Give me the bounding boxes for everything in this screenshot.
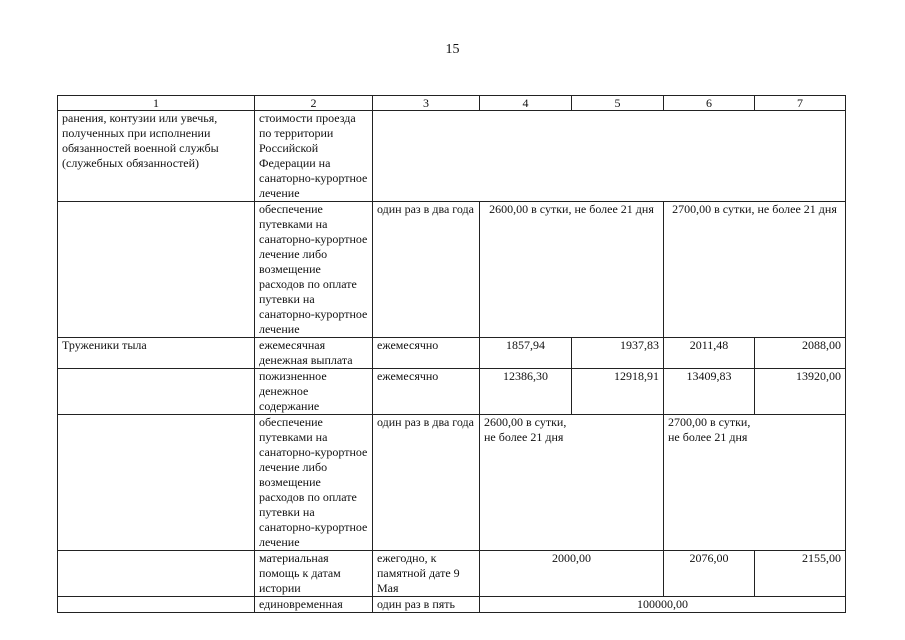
table-row [58, 111, 846, 202]
amount-cell-6: 2011,48 [664, 338, 755, 369]
amount-cell-4-7: 100000,00 [480, 597, 846, 613]
amount-cell-5: 1937,83 [572, 338, 664, 369]
frequency-cell: ежегодно, к памятной дате 9 Мая [373, 551, 480, 597]
amount-cell-4-5: 2000,00 [480, 551, 664, 597]
table-row [58, 338, 846, 369]
table-row [58, 551, 846, 597]
empty-cell [58, 415, 255, 551]
benefit-type-cell: ежемесячная денежная выплата [255, 338, 373, 369]
amount-cell-6-7: 2700,00 в сутки, не более 21 дня [664, 415, 846, 551]
amount-cell-4: 1857,94 [480, 338, 572, 369]
frequency-cell: один раз в два года [373, 202, 480, 338]
table-row [58, 202, 846, 338]
amount-cell-4: 12386,30 [480, 369, 572, 415]
header-cell-5: 5 [572, 96, 664, 111]
table-row [58, 597, 846, 613]
empty-cell [58, 551, 255, 597]
empty-cell [58, 369, 255, 415]
beneficiary-category-cell: Труженики тыла [58, 338, 255, 369]
table-header-row [58, 96, 846, 111]
amount-cell-7: 13920,00 [755, 369, 846, 415]
header-cell-2: 2 [255, 96, 373, 111]
amount-cell-7: 2088,00 [755, 338, 846, 369]
frequency-cell: один раз в два года [373, 415, 480, 551]
empty-cell [58, 202, 255, 338]
frequency-cell: один раз в пять [373, 597, 480, 613]
header-cell-7: 7 [755, 96, 846, 111]
amount-cell-6-7: 2700,00 в сутки, не более 21 дня [664, 202, 846, 338]
amount-cell-5: 12918,91 [572, 369, 664, 415]
amount-cell-6: 13409,83 [664, 369, 755, 415]
header-cell-3: 3 [373, 96, 480, 111]
frequency-cell: ежемесячно [373, 338, 480, 369]
empty-cell [58, 597, 255, 613]
benefit-type-cell: обеспечение путевками на санаторно-курортное лечение либо возмещение расходов по оплате путевки на санаторно-курортное лечение [255, 415, 373, 551]
table-row [58, 415, 846, 551]
amount-cell-7: 2155,00 [755, 551, 846, 597]
benefit-type-cell: стоимости проезда по территории Российской Федерации на санаторно-курортное лечение [255, 111, 373, 202]
benefit-type-cell: пожизненное денежное содержание [255, 369, 373, 415]
benefit-type-cell: единовременная [255, 597, 373, 613]
amount-cell-6: 2076,00 [664, 551, 755, 597]
header-cell-4: 4 [480, 96, 572, 111]
header-cell-6: 6 [664, 96, 755, 111]
header-cell-1: 1 [58, 96, 255, 111]
frequency-cell: ежемесячно [373, 369, 480, 415]
amount-cell-4-5: 2600,00 в сутки, не более 21 дня [480, 415, 664, 551]
empty-cell [373, 111, 846, 202]
page-number: 15 [445, 42, 460, 57]
benefit-type-cell: материальная помощь к датам истории [255, 551, 373, 597]
amount-cell-4-5: 2600,00 в сутки, не более 21 дня [480, 202, 664, 338]
beneficiary-category-cell: ранения, контузии или увечья, полученных при исполнении обязанностей военной службы (служебных обязанностей) [58, 111, 255, 202]
benefit-type-cell: обеспечение путевками на санаторно-курортное лечение либо возмещение расходов по оплате путевки на санаторно-курортное лечение [255, 202, 373, 338]
table-row [58, 369, 846, 415]
benefits-table [57, 95, 846, 613]
